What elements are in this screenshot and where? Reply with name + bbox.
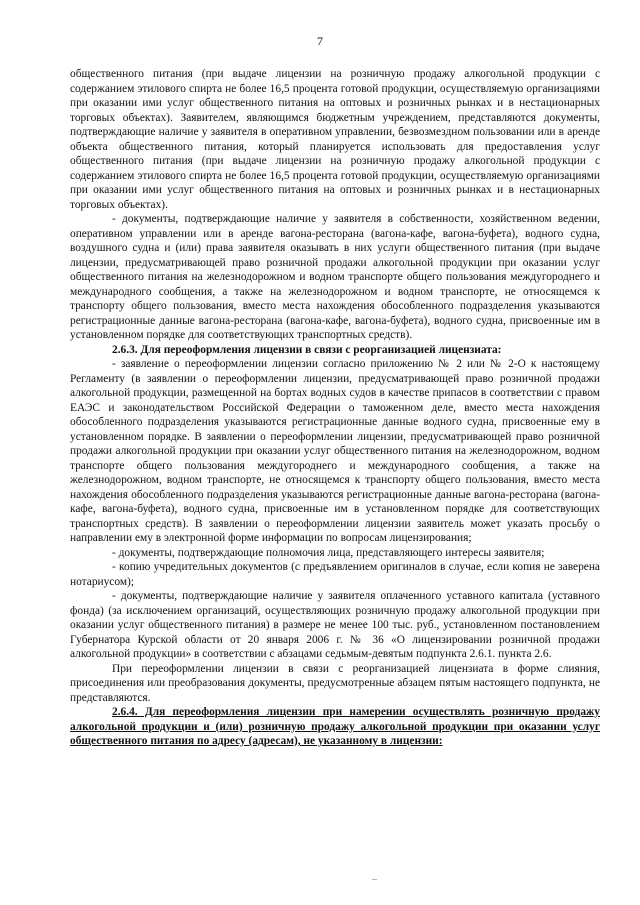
scan-mark: ‒	[372, 874, 377, 885]
paragraph-capital-documents: - документы, подтверждающие наличие у заявителя оплаченного уставного капитала (уставного фонда) (за исключением организаций, осуществляющих розничную продажу алкогольной продукции при оказании услуг общественного питания) в размере не менее 100 тыс. руб., установленном постановлением Губернатора Курской области от 20 января 2006 г. № 36 «О лицензировании розничной продажи алкогольной продукции» в соответствии с абзацами седьмым-девятым подпункта 2.6.1. пункта 2.6.	[70, 590, 600, 660]
document-body	[70, 67, 600, 749]
paragraph-vehicle-documents: - документы, подтверждающие наличие у заявителя в собственности, хозяйственном ведении, оперативном управлении или в аренде вагона-ресторана (вагона-кафе, вагона-буфета), водного судна, воздушного судна и (или) права заявителя оказывать в них услуги общественного питания (при выдаче лицензии, предусматривающей право розничной продажи алкогольной продукции при оказании услуг общественного питания на железнодорожном и водном транспорте общего пользования междугороднего и международного сообщения, а также на железнодорожном и водном транспорте, не относящемся к транспорту общего пользования, вместо места нахождения обособленного подразделения указываются регистрационные данные вагона-ресторана (вагона-кафе, вагона-буфета), водного судна, присвоенные им в установленном порядке для соответствующих транспортных средств).	[70, 213, 600, 341]
paragraph-authority-documents: - документы, подтверждающие полномочия лица, представляющего интересы заявителя;	[112, 546, 545, 559]
section-heading-2-6-3: 2.6.3. Для переоформления лицензии в связи с реорганизацией лицензиата:	[112, 343, 502, 356]
paragraph-application: - заявление о переоформлении лицензии согласно приложению № 2 или № 2-О к настоящему Регламенту (в заявлении о переоформлении лицензии, предусматривающей право розничной продажи алкогольной продукции, размещенной на бортах водных судов в качестве припасов в соответствии с правом ЕАЭС и законодательством Российской Федерации о таможенном деле, вместо места нахождения обособленного подразделения указываются регистрационные данные водного судна, присвоенные ему в установленном порядке. В заявлении о переоформлении лицензии, предусматривающей право розничной продажи алкогольной продукции при оказании услуг общественного питания на железнодорожном, водном транспорте общего пользования междугороднего и международного сообщения, а также на железнодорожном, водном транспорте, не относящемся к транспорту общего пользования, вместо места нахождения обособленного подразделения указываются регистрационные данные вагона-ресторана (вагона-кафе, вагона-буфета), водного судна, присвоенные им в установленном порядке для соответствующих транспортных средств). В заявлении о переоформлении лицензии заявитель может указать просьбу о направлении ему в электронной форме информации по вопросам лицензирования;	[70, 358, 600, 544]
section-heading-2-6-4: 2.6.4. Для переоформления лицензии при намерении осуществлять розничную продажу алкогольной продукции и (или) розничную продажу алкогольной продукции при оказании услуг общественного питания по адресу (адресам), не указанному в лицензии:	[70, 706, 600, 747]
paragraph-founding-documents: - копию учредительных документов (с предъявлением оригиналов в случае, если копия не заверена нотариусом);	[70, 561, 600, 588]
page-number: 7	[317, 34, 323, 48]
paragraph-reorganization-note: При переоформлении лицензии в связи с реорганизацией лицензиата в форме слияния, присоединения или преобразования документы, предусмотренные абзацем пятым настоящего подпункта, не представляются.	[70, 662, 600, 704]
paragraph-continuation: общественного питания (при выдаче лицензии на розничную продажу алкогольной продукции с содержанием этилового спирта не более 16,5 процента готовой продукции, осуществляемую организациями при оказании ими услуг общественного питания на оптовых и розничных рынках и в нестационарных торговых объектах). Заявителем, являющимся бюджетным учреждением, представляются документы, подтверждающие наличие у заявителя в оперативном управлении, безвозмездном пользовании или в аренде объекта общественного питания, который планируется использовать для предоставления услуг общественного питания (при выдаче лицензии на розничную продажу алкогольной продукции с содержанием этилового спирта не более 16,5 процента готовой продукции, осуществляемую организациями при оказании ими услуг общественного питания на оптовых и розничных рынках и в нестационарных торговых объектах).	[70, 68, 600, 211]
